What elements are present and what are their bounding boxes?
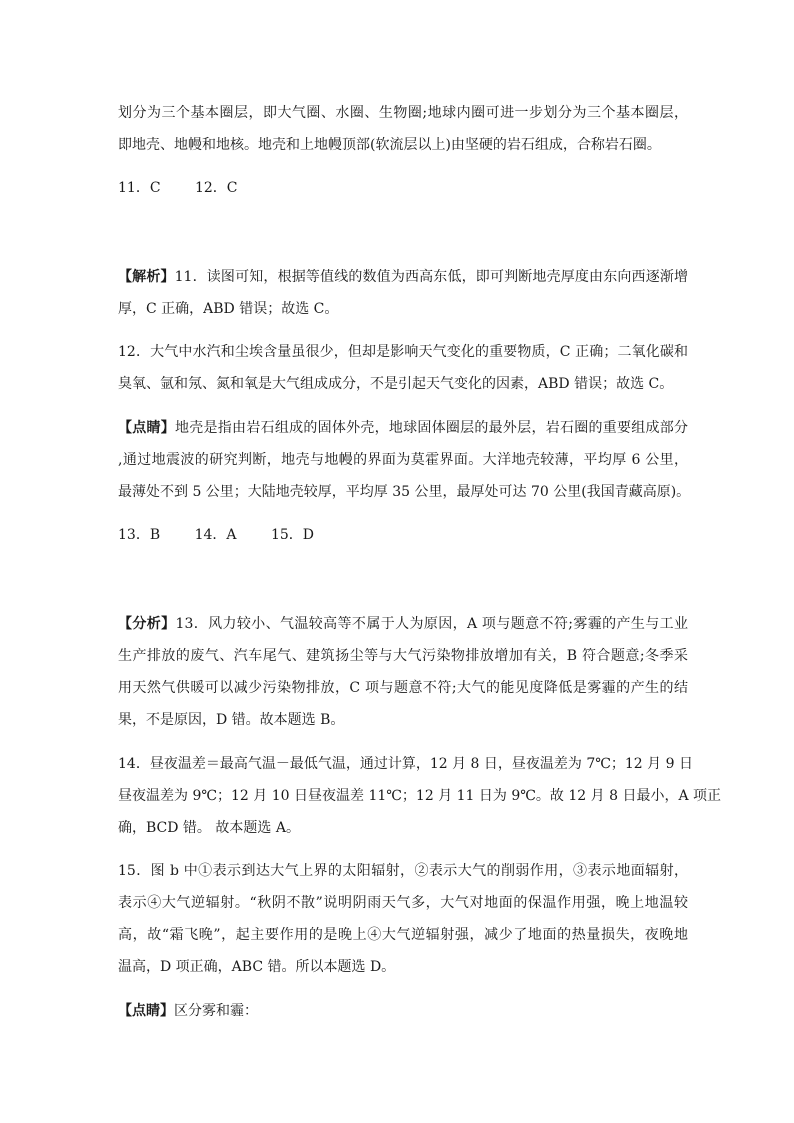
analysis-line: 用天然气供暖可以减少污染物排放，C 项与题意不符;大气的能见度降低是雾霾的产生的结 — [118, 680, 688, 696]
section-tag: 【分析】 — [118, 616, 176, 632]
answer-item: 15．D — [270, 527, 314, 543]
analysis-line: 果，不是原因，D 错。故本题选 B。 — [118, 712, 345, 728]
explanation-line: 表示④大气逆辐射。“秋阴不散”说明阴雨天气多，大气对地面的保温作用强，晚上地温较 — [118, 895, 688, 911]
analysis-text: 11．读图可知，根据等值线的数值为西高东低，即可判断地壳厚度由东向西逐渐增 — [174, 269, 689, 285]
note-line: ,通过地震波的研究判断，地壳与地幔的界面为莫霍界面。大洋地壳较薄，平均厚 6 公里， — [118, 452, 688, 468]
analysis-line: 生产排放的废气、汽车尾气、建筑扬尘等与大气污染物排放增加有关，B 符合题意;冬季采 — [118, 648, 688, 664]
note-text: 地壳是指由岩石组成的固体外壳，地球固体圈层的最外层，岩石圈的重要组成部分 — [175, 420, 689, 436]
explanation-line: 15．图 b 中①表示到达大气上界的太阳辐射，②表示大气的削弱作用，③表示地面辐射， — [118, 863, 688, 879]
answer-item: 13．B — [118, 527, 161, 543]
analysis-text: 13．风力较小、气温较高等不属于人为原因，A 项与题意不符;雾霾的产生与工业 — [175, 616, 688, 632]
explanation-line: 温高，D 项正确，ABC 错。所以本题选 D。 — [118, 959, 396, 975]
section-tag: 【点睛】 — [118, 1003, 174, 1019]
section-tag: 【解析】 — [118, 269, 175, 285]
section-tag: 【点睛】 — [118, 420, 176, 436]
paragraph-line: 即地壳、地幔和地核。地壳和上地幔顶部(软流层以上)由坚硬的岩石组成，合称岩石圈。 — [118, 137, 661, 153]
explanation-line: 昼夜温差为 9℃；12 月 10 日昼夜温差 11℃；12 月 11 日为 9℃。故 12 月 8 日最小，A 项正 — [118, 788, 722, 804]
explanation-line: 12．大气中水汽和尘埃含量虽很少，但却是影响天气变化的重要物质，C 正确；二氧化碳和 — [118, 344, 688, 360]
note-line — [118, 1001, 688, 1021]
explanation-line: 高，故“霜飞晚”，起主要作用的是晚上④大气逆辐射强，减少了地面的热量损失，夜晚地 — [118, 927, 688, 943]
explanation-line: 14．昼夜温差＝最高气温－最低气温，通过计算，12 月 8 日，昼夜温差为 7℃；12 月 9 日 — [118, 756, 693, 772]
note-text: 区分雾和霾： — [174, 1003, 258, 1019]
answer-item: 11．C — [118, 180, 161, 196]
answer-row — [118, 178, 688, 198]
note-line: 最薄处不到 5 公里；大陆地壳较厚，平均厚 35 公里，最厚处可达 70 公里(我国青藏高原)。 — [118, 484, 691, 500]
explanation-line: 臭氧、氩和氖、氮和氧是大气组成成分，不是引起天气变化的因素，ABD 错误；故选 C。 — [118, 376, 674, 392]
explanation-line: 确，BCD 错。 故本题选 A。 — [118, 820, 300, 836]
note-line — [118, 418, 688, 438]
analysis-line — [118, 614, 688, 634]
answer-row — [118, 525, 688, 545]
analysis-line — [118, 267, 688, 287]
answer-item: 12．C — [194, 180, 238, 196]
analysis-line: 厚，C 正确，ABD 错误；故选 C。 — [118, 301, 339, 317]
paragraph-line: 划分为三个基本圈层，即大气圈、水圈、生物圈;地球内圈可进一步划分为三个基本圈层， — [118, 105, 688, 121]
answer-item: 14．A — [194, 527, 237, 543]
